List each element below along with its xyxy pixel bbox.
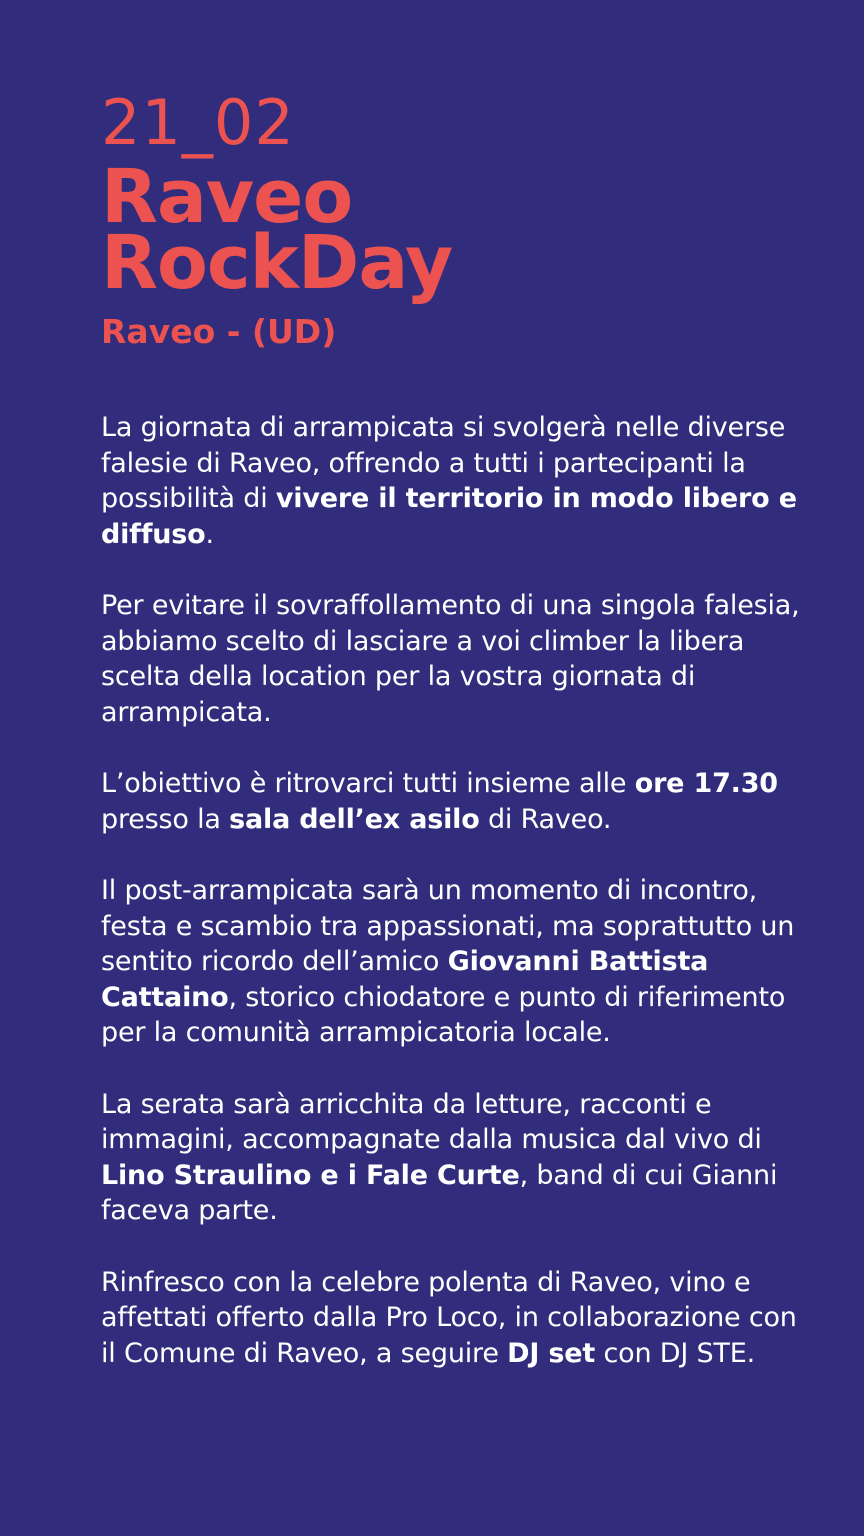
bold-segment: ore 17.30 bbox=[634, 768, 778, 799]
text-segment: Rinfresco con la celebre polenta di Raveo, vino e affettati offerto dalla Pro Loco, in collaborazione con il Comune di Raveo, a seguire bbox=[101, 1266, 797, 1369]
text-segment: Il post-arrampicata sarà un momento di incontro, festa e scambio tra appassionati, ma soprattutto un sentito ricordo dell’amico bbox=[101, 875, 795, 977]
paragraph-refreshments bbox=[101, 1265, 804, 1372]
text-segment: . bbox=[205, 518, 214, 550]
bold-segment: Lino Straulino e i Fale Curte bbox=[101, 1159, 520, 1191]
bold-segment: Giovanni Battista Cattaino bbox=[101, 946, 709, 1013]
text-segment: La serata sarà arricchita da letture, racconti e immagini, accompagnate dalla musica dal vivo di bbox=[101, 1088, 762, 1155]
text-segment: L’obiettivo è ritrovarci tutti insieme alle bbox=[101, 768, 635, 799]
text-segment: di Raveo. bbox=[479, 803, 612, 835]
paragraph-intro bbox=[101, 410, 804, 552]
event-location: Raveo - (UD) bbox=[101, 312, 337, 351]
paragraph-evening bbox=[101, 1087, 804, 1229]
text-segment: con DJ STE. bbox=[595, 1337, 755, 1369]
paragraph-memorial bbox=[101, 873, 804, 1051]
event-description bbox=[101, 410, 804, 1371]
event-header bbox=[101, 86, 804, 352]
text-segment: , band di cui Gianni faceva parte. bbox=[101, 1159, 778, 1226]
event-date: 21_02 bbox=[101, 86, 295, 159]
event-title bbox=[101, 154, 804, 306]
bold-segment: DJ set bbox=[507, 1337, 596, 1369]
paragraph-meeting bbox=[101, 766, 804, 837]
text-segment: La giornata di arrampicata si svolgerà nelle diverse falesie di Raveo, offrendo a tutti i partecipanti la possibilità di bbox=[101, 412, 786, 514]
text-segment: presso la bbox=[101, 803, 230, 835]
text-segment: Per evitare il sovraffollamento di una singola falesia, abbiamo scelto di lasciare a voi climber la libera scelta della location per la vostra giornata di arrampicata. bbox=[101, 590, 800, 728]
bold-segment: sala dell’ex asilo bbox=[229, 803, 480, 835]
event-title-line-2: RockDay bbox=[101, 220, 453, 306]
paragraph-location-choice bbox=[101, 588, 804, 730]
bold-segment: vivere il territorio in modo libero e diffuso bbox=[101, 483, 797, 550]
event-title-line-1: Raveo bbox=[101, 154, 353, 240]
text-segment: , storico chiodatore e punto di riferimento per la comunità arrampicatoria locale. bbox=[101, 981, 786, 1048]
